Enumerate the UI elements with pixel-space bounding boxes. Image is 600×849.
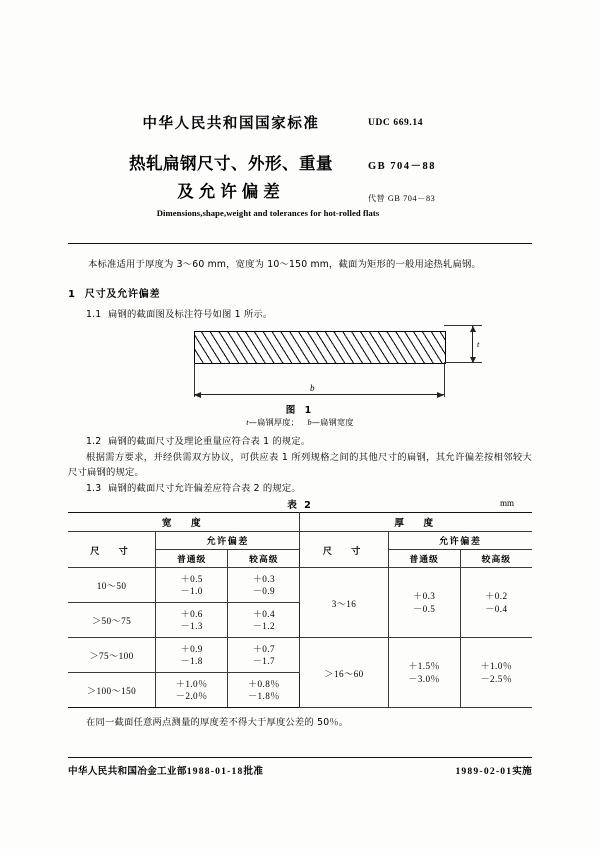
footer-approval [68, 763, 263, 777]
legend-symbol-t: t [246, 418, 249, 427]
header-width-size: 尺 寸 [68, 532, 156, 568]
table-2-unit: mm [500, 498, 515, 508]
extension-line-mid-right [444, 362, 482, 363]
width-normal-2 [156, 603, 228, 638]
footer-effective-label: 实施 [512, 766, 532, 777]
width-normal-3-plus: ＋0.9 [180, 643, 203, 654]
width-higher-2-minus: －1.2 [252, 621, 275, 631]
width-normal-1-minus: －1.0 [180, 586, 203, 596]
figure-1-legend [150, 417, 450, 428]
table-row [68, 638, 532, 673]
clause-1-2-number: 1.2 [86, 436, 102, 447]
superseded-standard [368, 193, 435, 204]
width-size-2: ＞50～75 [68, 603, 156, 638]
header-thickness-higher-grade: 较高级 [460, 550, 532, 568]
extension-line-bottom-right [444, 363, 445, 397]
header-group-width: 宽 度 [68, 513, 300, 532]
udc-code: UDC 669.14 [368, 118, 424, 128]
figure-1-caption: 图 1 [285, 405, 315, 416]
table-2-title: 表 2 [287, 500, 313, 511]
footer-approve-label: 批准 [243, 766, 264, 777]
header-thickness-tolerance: 允许偏差 [388, 532, 532, 550]
width-higher-1 [228, 568, 300, 603]
clause-1-title: 尺寸及允许偏差 [84, 289, 161, 300]
thickness-normal-2 [388, 638, 460, 708]
flat-bar-cross-section [194, 331, 446, 364]
width-higher-3-minus: －1.7 [252, 656, 275, 666]
supersedes-number: GB 704－83 [387, 194, 436, 203]
dimension-label-width: b [310, 383, 315, 393]
legend-text-b: —扁钢宽度 [311, 417, 354, 427]
width-higher-3 [228, 638, 300, 673]
width-higher-4-minus: －1.8％ [247, 691, 280, 701]
width-normal-4-minus: －2.0％ [175, 691, 208, 701]
dimension-line-width [194, 394, 444, 395]
supersedes-label: 代替 [368, 194, 386, 203]
width-size-3: ＞75～100 [68, 638, 156, 673]
width-normal-4 [156, 673, 228, 708]
table-row [68, 568, 532, 603]
thickness-normal-1 [388, 568, 460, 638]
width-normal-1-plus: ＋0.5 [180, 573, 203, 584]
footer-effective [455, 763, 532, 777]
thickness-size-2: ＞16～60 [300, 638, 388, 708]
width-higher-1-plus: ＋0.3 [252, 573, 275, 584]
header-width-higher-grade: 较高级 [228, 550, 300, 568]
dimension-label-thickness: t [477, 339, 480, 349]
thickness-normal-1-minus: －0.5 [412, 603, 436, 614]
thickness-higher-1-minus: －0.4 [485, 603, 508, 614]
thickness-difference-note: 在同一截面任意两点测量的厚度差不得大于厚度公差的 50％。 [86, 717, 349, 728]
thickness-higher-2-plus: ＋1.0％ [480, 661, 513, 671]
header-group-thickness: 厚 度 [300, 513, 532, 532]
figure-1 [150, 323, 480, 428]
table-2-tolerances [68, 512, 532, 708]
footer-approve-date: 1988-01-18 [186, 766, 244, 777]
standard-title-english: Dimensions,shape,weight and tolerances for hot-rolled flats [156, 208, 380, 218]
table-header-group-row [68, 513, 532, 532]
thickness-higher-1 [460, 568, 532, 638]
clause-1-2-text: 扁钢的截面尺寸及理论重量应符合表 1 的规定。 [108, 436, 311, 447]
width-normal-3-minus: －1.8 [180, 656, 203, 666]
clause-1-3 [86, 481, 301, 496]
clause-1-1 [86, 307, 272, 322]
width-higher-2-plus: ＋0.4 [252, 608, 275, 619]
header-divider-rule [68, 243, 532, 244]
standard-title-line1: 热轧扁钢尺寸、外形、重量 [129, 154, 333, 173]
clause-1-3-number: 1.3 [86, 483, 102, 494]
footer-effective-date: 1989-02-01 [455, 766, 513, 777]
width-higher-1-minus: －0.9 [252, 586, 275, 596]
extension-line-top-right [444, 325, 482, 326]
standard-number: GB 704－88 [368, 161, 437, 172]
legend-text-t: —扁钢厚度； [248, 417, 300, 427]
width-normal-1 [156, 568, 228, 603]
table-header-sub-row [68, 532, 532, 550]
width-higher-4 [228, 673, 300, 708]
header-width-tolerance: 允许偏差 [156, 532, 300, 550]
clause-1-2 [86, 434, 310, 449]
standard-organization: 中华人民共和国国家标准 [142, 116, 320, 132]
thickness-higher-1-plus: ＋0.2 [485, 591, 508, 601]
width-normal-2-plus: ＋0.6 [180, 608, 203, 619]
width-normal-3 [156, 638, 228, 673]
footer-divider-rule [68, 757, 532, 758]
header-width-normal-grade: 普通级 [156, 550, 228, 568]
standard-title-line2: 及允许偏差 [177, 182, 285, 201]
width-higher-3-plus: ＋0.7 [252, 643, 275, 654]
clause-1-number: 1 [68, 289, 76, 300]
width-size-4: ＞100～150 [68, 673, 156, 708]
header-thickness-normal-grade: 普通级 [388, 550, 460, 568]
masthead [68, 108, 532, 228]
thickness-size-1: 3～16 [300, 568, 388, 638]
footer-issuer: 中华人民共和国冶金工业部 [68, 766, 187, 777]
thickness-normal-2-minus: －3.0％ [408, 673, 441, 684]
clause-1-heading [68, 287, 160, 302]
width-normal-4-plus: ＋1.0％ [175, 678, 208, 689]
dimension-line-thickness [472, 326, 473, 363]
width-size-1: 10～50 [68, 568, 156, 603]
scope-paragraph: 本标准适用于厚度为 3～60 mm，宽度为 10～150 mm，截面为矩形的一般用途热轧扁钢。 [88, 259, 481, 270]
clause-1-1-number: 1.1 [86, 309, 102, 320]
thickness-normal-1-plus: ＋0.3 [412, 591, 436, 601]
legend-symbol-b: b [307, 418, 312, 427]
width-higher-4-plus: ＋0.8％ [247, 678, 280, 689]
thickness-normal-2-plus: ＋1.5％ [408, 661, 441, 671]
clause-1-3-text: 扁钢的截面尺寸允许偏差应符合表 2 的规定。 [108, 483, 301, 494]
clause-1-2-paragraph: 根据需方要求，并经供需双方协议，可供应表 1 所列规格之间的其他尺寸的扁钢，其允许偏差按相邻较大尺寸扁钢的规定。 [68, 452, 532, 478]
width-higher-2 [228, 603, 300, 638]
clause-1-1-text: 扁钢的截面图及标注符号如图 1 所示。 [108, 309, 273, 320]
thickness-higher-2 [460, 638, 532, 708]
width-normal-2-minus: －1.3 [180, 621, 203, 631]
thickness-higher-2-minus: －2.5％ [480, 673, 513, 684]
header-thickness-size: 尺 寸 [300, 532, 388, 568]
